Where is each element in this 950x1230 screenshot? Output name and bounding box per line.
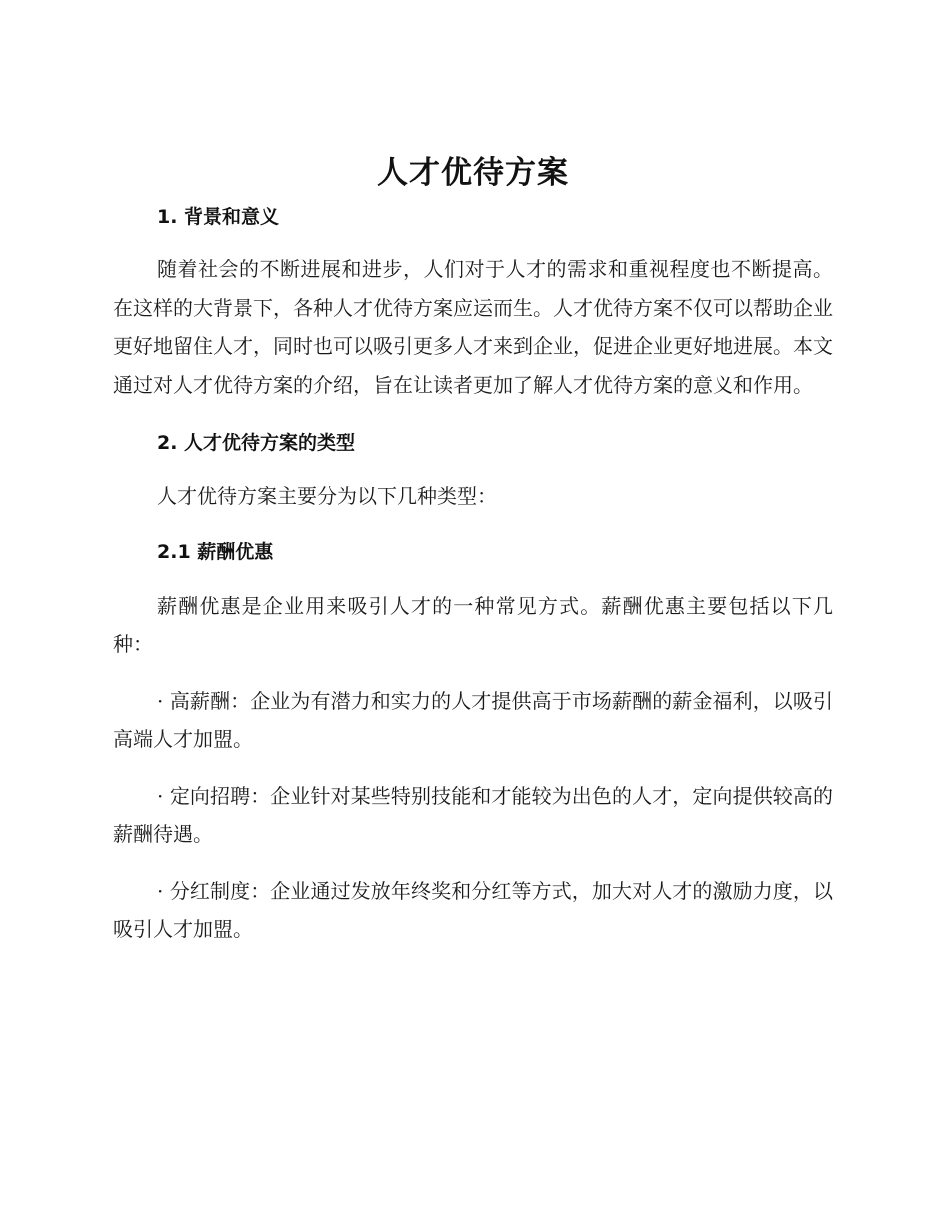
background-paragraph: 随着社会的不断进展和进步，人们对于人才的需求和重视程度也不断提高。在这样的大背景下，各种人才优待方案应运而生。人才优待方案不仅可以帮助企业更好地留住人才，同时也可以吸引更多人才来到企业，促进企业更好地进展。本文通过对人才优待方案的介绍，旨在让读者更加了解人才优待方案的意义和作用。 [113,257,833,397]
document-title: 人才优待方案 [377,155,569,191]
document-page [113,150,833,949]
salary-intro-paragraph: 薪酬优惠是企业用来吸引人才的一种常见方式。薪酬优惠主要包括以下几种： [113,593,833,656]
bullet-item-dividend-system: · 分红制度：企业通过发放年终奖和分红等方式，加大对人才的激励力度，以吸引人才加盟。 [113,878,833,941]
section-heading-background: 1. 背景和意义 [157,206,280,228]
bullet-item-targeted-recruitment: · 定向招聘：企业针对某些特别技能和才能较为出色的人才，定向提供较高的薪酬待遇。 [113,783,833,846]
bullet-item-high-salary: · 高薪酬：企业为有潜力和实力的人才提供高于市场薪酬的薪金福利，以吸引高端人才加盟。 [113,688,833,751]
types-intro-paragraph: 人才优待方案主要分为以下几种类型： [157,484,497,508]
section-heading-salary: 2.1 薪酬优惠 [157,540,274,563]
section-heading-types: 2. 人才优待方案的类型 [157,432,356,454]
